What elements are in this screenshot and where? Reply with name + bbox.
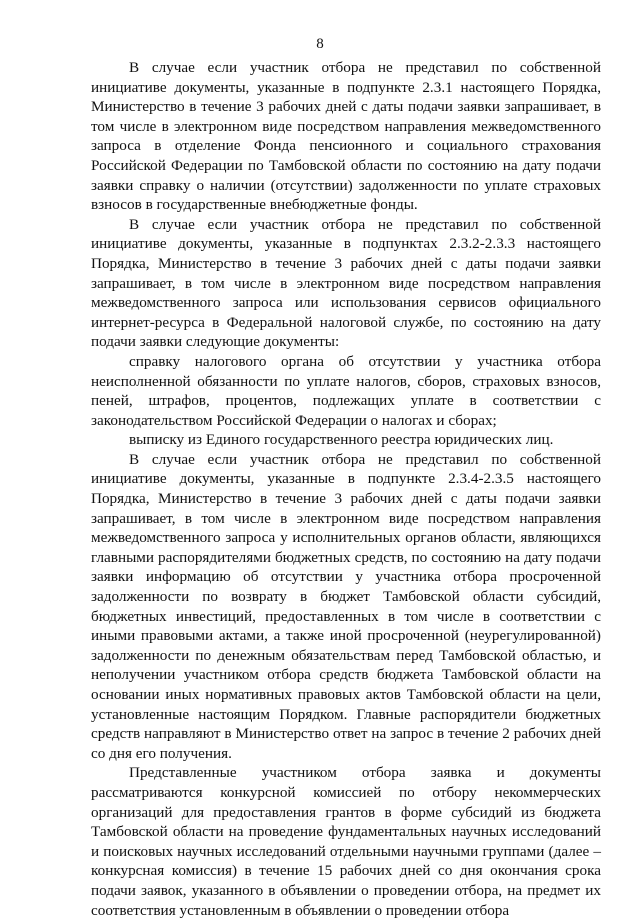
paragraph-egrul-extract-item: выписку из Единого государственного реестра юридических лиц. <box>129 431 554 449</box>
page-number: 8 <box>316 36 324 52</box>
paragraph-budget-debt-request: В случае если участник отбора не представил по собственной инициативе документы, указанные в подпункте 2.3.4-2.3.5 настоящего Порядка, Министерство в течение 3 рабочих дней с даты подачи заявки запрашивает, в том числе в электронном виде посредством направления межведомственного запроса у исполнительных органов области, являющихся главными распорядителями бюджетных средств, по состоянию на дату подачи заявки информацию об отсутствии у участника отбора просроченной задолженности по возврату в бюджет Тамбовской области субсидий, бюджетных инвестиций, предоставленных в том числе в соответствии с иными правовыми актами, а также иной просроченной (неурегулированной) задолженности по денежным обязательствам перед Тамбовской областью, и неполучении участником отбора средств бюджета Тамбовской области на основании иных нормативных правовых актов Тамбовской области на цели, установленные настоящим Порядком. Главные распорядители бюджетных средств направляют в Министерство ответ на запрос в течение 2 рабочих дней со дня его получения. <box>91 450 601 762</box>
paragraph-tax-service-request: В случае если участник отбора не представил по собственной инициативе документы, указанные в подпунктах 2.3.2-2.3.3 настоящего Порядка, Министерство в течение 3 рабочих дней с даты подачи заявки запрашивает, в том числе в электронном виде посредством направления межведомственного запроса или использования сервисов официального интернет-ресурса в Федеральной налоговой службе, по состоянию на дату подачи заявки следующие документы: <box>91 215 601 351</box>
paragraph-competition-commission: Представленные участником отбора заявка и документы рассматриваются конкурсной комиссией по отбору некоммерческих организаций для предоставления грантов в форме субсидий из бюджета Тамбовской области на проведение фундаментальных научных исследований и поисковых научных исследований отдельными научными группами (далее – конкурсная комиссия) в течение 15 рабочих дней со дня окончания срока подачи заявок, указанного в объявлении о проведении отбора, на предмет их соответствия установленным в объявлении о проведении отбора <box>91 764 601 919</box>
paragraph-pension-fund-request: В случае если участник отбора не представил по собственной инициативе документы, указанные в подпункте 2.3.1 настоящего Порядка, Министерство в течение 3 рабочих дней с даты подачи заявки запрашивает, в том числе в электронном виде посредством направления межведомственного запроса в отделение Фонда пенсионного и социального страхования Российской Федерации по Тамбовской области по состоянию на дату подачи заявки справку о наличии (отсутствии) задолженности по уплате страховых взносов в государственные внебюджетные фонды. <box>91 59 601 214</box>
paragraph-tax-certificate-item: справку налогового органа об отсутствии у участника отбора неисполненной обязанности по уплате налогов, сборов, страховых взносов, пеней, штрафов, процентов, подлежащих уплате в соответствии с законодательством Российской Федерации о налогах и сборах; <box>91 352 601 429</box>
document-body <box>91 58 601 920</box>
